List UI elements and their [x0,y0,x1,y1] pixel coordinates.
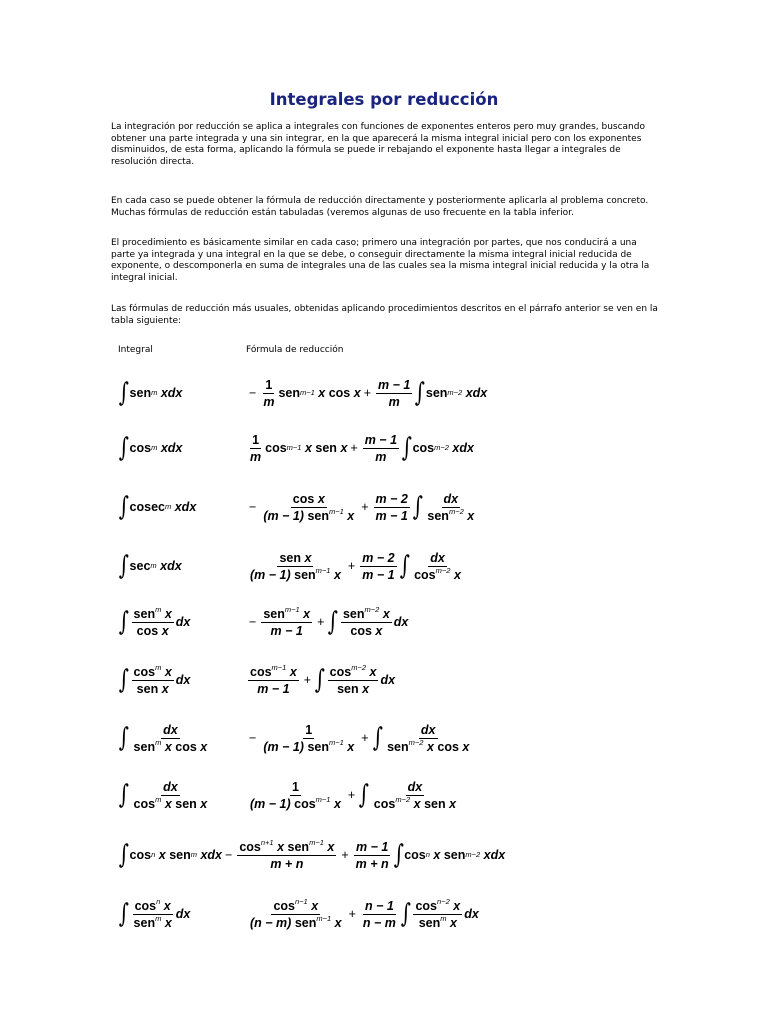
math-term: x [164,739,172,754]
math-term: x [303,606,311,621]
denominator [261,508,356,523]
math-term: dx [163,779,178,794]
math-term: x [277,839,285,854]
math-expression: − $\frac{1}{m}$ sen m−1 x cos x + $\frac{m - 1}{m}$ ∫ sen m−2 xdx [249,377,488,409]
math-term: x [333,796,341,811]
integral-expression [118,830,505,880]
math-term: m − 2 [362,550,395,565]
math-term: m − 1 [355,839,389,854]
math-expression [246,604,409,638]
math-term: m − 2 [375,491,408,506]
numerator [261,604,312,623]
math-term: sen [136,681,159,696]
math-term: cos [134,898,157,913]
math-term: sen [175,796,197,811]
math-term: cos [273,898,295,913]
fraction [385,723,471,754]
integral-sign: ∫ [412,492,423,522]
integral-sign: ∫ [118,780,129,810]
math-term: x [375,623,383,638]
math-term: cos [404,848,426,862]
math-term: x [164,796,172,811]
math-expression: ∫ cos m xdx [118,433,183,463]
math-term: cosec [129,500,165,514]
exponent: m−2 [448,506,464,516]
math-expression [118,604,191,638]
math-term: x [382,606,390,621]
denominator [261,739,356,754]
math-term: cos [250,664,272,679]
math-term: + [350,441,358,455]
math-term: 1 [305,722,313,737]
math-expression: $\frac{1}{m}$ cos m−1 x sen x + $\frac{m - 1}{m}$ ∫ cos m−2 xdx [250,432,474,464]
exponent: m [155,604,162,614]
numerator [328,662,379,681]
integral-sign: ∫ [400,899,411,929]
fraction [374,492,410,523]
integral-sign: ∫ [118,492,129,522]
math-term: x [304,550,312,565]
math-term: (m − 1) [250,796,291,811]
math-term: m [250,449,262,464]
reduction-formula [246,889,479,939]
math-term: cos [350,623,372,638]
exponent: n+1 [260,837,274,847]
math-term: x [449,796,457,811]
exponent: m−1 [316,913,332,923]
math-term: x [317,491,325,506]
numerator [291,492,327,508]
math-term: cos [412,441,435,455]
integral-sign: ∫ [118,607,129,637]
integral-sign: ∫ [401,433,412,463]
math-term: (n − m) [250,915,292,930]
math-term: cos [415,898,438,913]
paragraph-tabulated: En cada caso se puede obtener la fórmula de reducción directamente y posteriormente aplicarla al problema concreto. Muchas fórmulas de reducción están tabuladas (veremos algunas de uso frecuente en la tabla inferior. [111,196,649,218]
math-term: sen [169,848,191,862]
math-term: xdx [174,500,197,514]
math-term: m + n [355,856,389,871]
math-term: − [249,386,257,400]
math-term: sen [129,386,152,400]
math-term: xdx [160,386,183,400]
math-term: + [361,500,369,514]
fraction [248,896,344,930]
math-term: x [161,681,169,696]
denominator [135,681,171,696]
paragraph-intro: La integración por reducción se aplica a integrales con funciones de exponentes enteros pero muy grandes, buscando obtener una parte integrada y una sin integrar, en la que aparecerá la misma integral inicial pero con los exponentes disminuidos, de esta forma, aplicando la fórmula se puede ir rebajando el exponente hasta llegar a integrales de resolución directa. [111,122,645,167]
math-term: (m − 1) [263,508,304,523]
reduction-formula [246,368,487,418]
fraction [237,837,336,871]
math-term: sen [425,386,448,400]
math-term: m − 1 [378,377,411,392]
fraction [361,899,398,930]
math-term: xdx [483,848,506,862]
math-term: 1 [252,432,260,447]
math-term: xdx [465,386,488,400]
math-term: sen [427,508,449,523]
math-term: cos [328,386,351,400]
math-term: cos [292,491,315,506]
math-term: cos [129,848,152,862]
math-term: m [388,394,400,409]
math-term: + [341,848,349,862]
math-term: 1 [265,377,273,392]
exponent: m [155,662,162,672]
math-term: m − 1 [257,681,290,696]
denominator [417,915,459,930]
math-term: m + n [270,856,304,871]
math-term: cos [136,623,159,638]
fraction [425,492,476,523]
math-term: m − 1 [362,567,395,582]
math-term: cos [373,796,396,811]
denominator [248,915,344,930]
integral-sign: ∫ [372,723,383,753]
math-term: xdx [452,441,474,455]
math-expression [118,896,191,930]
fraction [261,492,356,523]
math-term: cos [129,441,152,455]
math-term: dx [407,779,423,794]
reduction-formula [246,541,465,591]
math-term: dx [393,615,409,629]
math-expression: ∫ sec m xdx [118,551,182,581]
math-expression [246,723,473,754]
integral-sign: ∫ [314,665,325,695]
math-term: m − 1 [375,508,408,523]
fraction [261,723,356,754]
math-term: cos [414,567,436,582]
fraction [328,662,379,696]
math-term: dx [175,907,191,921]
math-term: sen [287,839,310,854]
math-term: + [361,731,369,745]
fraction [363,433,399,464]
exponent: m−1 [315,565,331,575]
math-term: sen [307,508,329,523]
integral-expression [118,655,190,705]
integral-expression [118,889,190,939]
math-term: xdx [200,848,223,862]
fraction [354,840,391,871]
exponent: n [156,896,161,906]
exponent: m [440,913,447,923]
math-term: x [453,898,461,913]
numerator [271,896,320,915]
header-formula: Fórmula de reducción [246,345,344,355]
reduction-formula [246,713,473,763]
math-term: x [362,681,370,696]
math-term: sen [278,386,300,400]
math-term: + [303,673,312,687]
math-expression [118,723,211,754]
math-term: m − 1 [270,623,303,638]
denominator [135,623,171,638]
exponent: n−2 [437,896,450,906]
math-term: − [249,731,257,745]
integral-sign: ∫ [118,378,129,408]
math-term: − [225,848,233,862]
fraction [132,896,174,930]
integral-expression [118,713,211,763]
denominator [248,796,343,811]
denominator [132,739,210,754]
header-integral: Integral [118,345,153,355]
integral-expression [118,597,190,647]
math-term: sen [387,739,409,754]
exponent: m−1 [315,794,331,804]
math-expression [246,662,396,696]
fraction [248,780,343,811]
denominator [372,796,458,811]
math-term: sen [133,739,156,754]
math-term: x [453,567,461,582]
numerator [248,662,299,681]
math-term: x [164,606,172,621]
math-term: dx [430,550,445,565]
math-term: + [348,907,356,921]
math-term: x [304,441,312,455]
math-term: sen [337,681,359,696]
fraction [412,551,463,582]
integral-sign: ∫ [118,723,129,753]
math-term: 1 [291,779,299,794]
math-term: (m − 1) [250,567,291,582]
math-term: x [369,664,377,679]
fraction [248,551,343,582]
denominator [412,567,463,582]
math-term: x [327,839,335,854]
math-term: cos [175,739,197,754]
denominator [132,796,210,811]
denominator [248,567,343,582]
math-expression: ∫ cosec m xdx [118,492,197,522]
math-term: sen [443,848,466,862]
exponent: m [155,737,162,747]
integral-sign: ∫ [118,665,129,695]
exponent: m [155,794,162,804]
math-term: sen [307,739,329,754]
math-term: xdx [160,559,182,573]
math-term: x [289,664,297,679]
math-term: sen [294,567,316,582]
math-expression [118,780,211,811]
exponent: m−1 [328,506,344,516]
math-term: x [158,848,166,862]
page-title: Integrales por reducción [269,90,499,109]
math-expression: ∫ sen m xdx [118,378,183,408]
math-term: m − 1 [364,432,398,447]
math-term: sen [418,915,441,930]
math-term: sen [424,796,446,811]
fraction [261,604,312,638]
math-term: sen [279,550,302,565]
math-term: sec [129,559,151,573]
math-term: x [347,508,355,523]
math-term: sen [315,441,337,455]
math-term: m [263,394,275,409]
numerator [277,551,313,567]
numerator [341,604,392,623]
denominator [425,508,476,523]
reduction-formula [246,423,474,473]
reduction-formula [246,770,460,820]
math-term: x [318,386,326,400]
math-term: x [333,567,341,582]
math-term: x [334,915,342,930]
fraction [132,662,174,696]
fraction [341,604,392,638]
math-term: x [467,508,475,523]
denominator [385,739,471,754]
fraction [413,896,462,930]
math-term: sen [294,915,317,930]
math-term: x [163,898,171,913]
math-term: dx [175,673,191,687]
integral-sign: ∫ [415,378,426,408]
exponent: m−1 [271,662,287,672]
integral-expression [118,770,211,820]
math-term: − [249,500,257,514]
math-term: cos [133,664,156,679]
math-expression [118,662,191,696]
math-term: cos [133,796,156,811]
integral-sign: ∫ [328,607,339,637]
math-term: x [433,848,441,862]
reduction-formula [246,597,408,647]
integral-expression [118,482,196,532]
fraction [376,378,412,409]
exponent: m−2 [408,737,424,747]
reduction-formula [246,482,478,532]
fraction [132,780,210,811]
math-term: x [164,664,172,679]
paragraph-procedure: El procedimiento es básicamente similar en cada caso; primero una integración por partes, que nos conducirá a una parte ya integrada y una integral en la que se debe, o conseguir directamente la misma integral inicial reducida de exponente, o descomponerla en suma de integrales una de las cuales sea la misma integral inicial reducida y la otra la integral inicial. [111,238,650,283]
math-term: (m − 1) [263,739,304,754]
math-term: m [375,449,387,464]
math-term: dx [163,722,178,737]
math-term: xdx [160,441,183,455]
math-term: cos [437,739,459,754]
math-term: x [311,898,319,913]
math-term: sen [133,606,156,621]
math-term: x [353,386,361,400]
reduction-formula [246,655,395,705]
math-term: − [249,615,257,629]
numerator [133,896,173,915]
integral-sign: ∫ [393,840,404,870]
integral-expression [118,368,182,418]
math-term: dx [380,673,396,687]
numerator [132,662,174,681]
denominator [335,681,371,696]
paragraph-table-intro: Las fórmulas de reducción más usuales, obtenidas aplicando procedimientos descritos en el párrafo anterior se ven en la tabla siguiente: [111,304,658,326]
exponent: m−2 [351,662,367,672]
math-term: n − 1 [365,898,394,913]
math-term: x [161,623,169,638]
exponent: m−2 [435,565,451,575]
exponent: m−1 [284,604,300,614]
fraction [360,551,396,582]
fraction [261,378,276,409]
exponent: m−1 [309,837,324,847]
exponent: m−2 [395,794,411,804]
numerator [132,604,174,623]
denominator [348,623,384,638]
integral-sign: ∫ [118,840,129,870]
math-term: x [200,796,208,811]
exponent: n−1 [294,896,308,906]
math-term: dx [464,907,479,921]
math-term: sen [342,606,365,621]
math-expression [246,492,478,523]
exponent: m [155,913,162,923]
math-expression [246,896,479,930]
integral-sign: ∫ [399,551,410,581]
math-expression: ∫ cos n x sen m xdx − $\frac{\cos^{n+1} x sen^{m-1} x}{m + n}$ + $\frac{m - 1}{m + n}$ ∫ cos n x sen m−2 xdx [118,837,506,871]
math-term: x [413,796,421,811]
math-term: cos [294,796,316,811]
math-term: + [317,615,325,629]
fraction [132,723,210,754]
math-expression [246,551,465,582]
math-term: + [347,559,356,573]
math-term: sen [133,915,156,930]
fraction [132,604,174,638]
integral-expression [118,541,182,591]
math-term: dx [443,491,459,506]
exponent: m−1 [328,737,344,747]
fraction [372,780,458,811]
math-term: dx [175,615,191,629]
math-term: x [164,915,172,930]
denominator [132,915,174,930]
integral-sign: ∫ [358,780,370,810]
integral-sign: ∫ [118,899,129,929]
numerator [237,837,336,856]
math-term: cos [329,664,352,679]
math-term: + [363,386,372,400]
math-term: sen [263,606,285,621]
integral-sign: ∫ [118,433,129,463]
math-term: cos [239,839,261,854]
numerator [413,896,462,915]
exponent: m−2 [364,604,380,614]
integral-expression [118,423,182,473]
math-term: dx [420,722,436,737]
math-term: cos [265,441,287,455]
math-term: x [200,739,208,754]
fraction [248,433,263,464]
math-expression [246,780,460,811]
integral-sign: ∫ [118,551,129,581]
math-term: x [426,739,434,754]
math-term: x [449,915,457,930]
math-term: + [347,788,356,802]
math-term: n − m [362,915,396,930]
math-term: x [462,739,470,754]
math-term: x [347,739,355,754]
fraction [248,662,299,696]
math-term: x [340,441,348,455]
